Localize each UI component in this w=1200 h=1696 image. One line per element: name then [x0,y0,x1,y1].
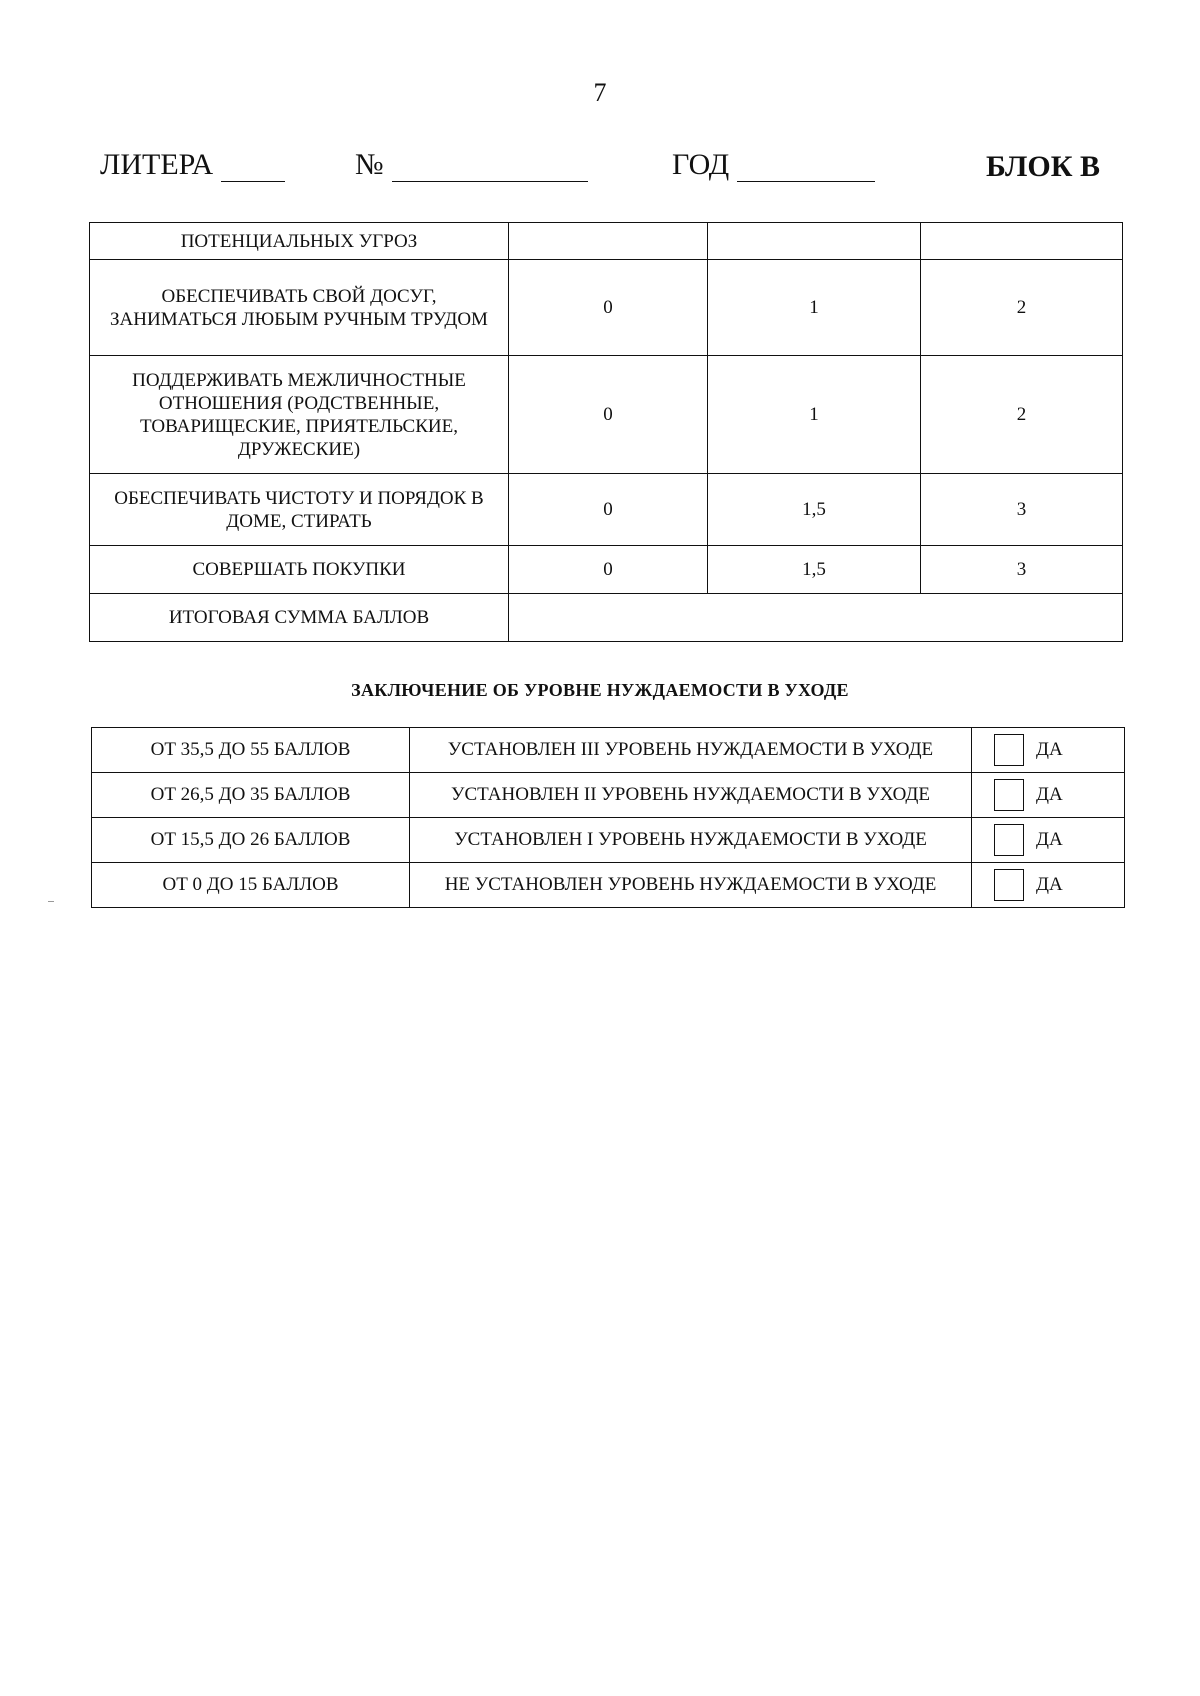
yes-cell [972,818,1125,863]
table-row [90,546,1123,594]
score-range: ОТ 0 ДО 15 БАЛЛОВ [92,863,410,908]
yes-cell [972,863,1125,908]
score-range: ОТ 35,5 ДО 55 БАЛЛОВ [92,728,410,773]
score-2-cell[interactable]: 3 [921,474,1123,546]
conclusion-table [91,727,1125,908]
litera-label: ЛИТЕРА [100,148,214,181]
score-0-cell [509,223,708,260]
total-value-field[interactable] [509,594,1123,642]
score-2-cell [921,223,1123,260]
score-table [89,222,1123,642]
year-group [672,148,875,182]
table-row [92,773,1125,818]
yes-checkbox[interactable] [994,734,1024,766]
table-row [90,356,1123,474]
year-label: ГОД [672,148,730,181]
score-1-cell[interactable]: 1,5 [708,474,921,546]
activity-label: СОВЕРШАТЬ ПОКУПКИ [90,546,509,594]
table-row [90,474,1123,546]
yes-checkbox[interactable] [994,824,1024,856]
litera-group [100,148,285,182]
score-2-cell[interactable]: 3 [921,546,1123,594]
year-field[interactable] [737,151,875,182]
yes-label: ДА [1036,739,1063,760]
score-range: ОТ 15,5 ДО 26 БАЛЛОВ [92,818,410,863]
yes-checkbox[interactable] [994,779,1024,811]
score-1-cell[interactable]: 1 [708,260,921,356]
care-level-result: УСТАНОВЛЕН III УРОВЕНЬ НУЖДАЕМОСТИ В УХОДЕ [410,728,972,773]
yes-label: ДА [1036,874,1063,895]
yes-label: ДА [1036,829,1063,850]
number-field[interactable] [392,151,588,182]
score-0-cell[interactable]: 0 [509,356,708,474]
score-0-cell[interactable]: 0 [509,474,708,546]
table-row [92,728,1125,773]
table-row [90,223,1123,260]
activity-label: ПОДДЕРЖИВАТЬ МЕЖЛИЧНОСТНЫЕ ОТНОШЕНИЯ (РОДСТВЕННЫЕ, ТОВАРИЩЕСКИЕ, ПРИЯТЕЛЬСКИЕ, ДРУЖЕСКИЕ) [90,356,509,474]
yes-cell [972,728,1125,773]
yes-label: ДА [1036,784,1063,805]
total-label: ИТОГОВАЯ СУММА БАЛЛОВ [90,594,509,642]
score-2-cell[interactable]: 2 [921,260,1123,356]
score-range: ОТ 26,5 ДО 35 БАЛЛОВ [92,773,410,818]
score-0-cell[interactable]: 0 [509,546,708,594]
table-row [92,818,1125,863]
care-level-result: НЕ УСТАНОВЛЕН УРОВЕНЬ НУЖДАЕМОСТИ В УХОДЕ [410,863,972,908]
page-number: 7 [593,78,607,107]
care-level-result: УСТАНОВЛЕН II УРОВЕНЬ НУЖДАЕМОСТИ В УХОДЕ [410,773,972,818]
yes-cell [972,773,1125,818]
yes-checkbox[interactable] [994,869,1024,901]
total-row [90,594,1123,642]
score-1-cell [708,223,921,260]
litera-field[interactable] [221,151,285,182]
score-1-cell[interactable]: 1,5 [708,546,921,594]
activity-label: ОБЕСПЕЧИВАТЬ СВОЙ ДОСУГ, ЗАНИМАТЬСЯ ЛЮБЫМ РУЧНЫМ ТРУДОМ [90,260,509,356]
score-0-cell[interactable]: 0 [509,260,708,356]
number-group [355,148,588,182]
care-level-result: УСТАНОВЛЕН I УРОВЕНЬ НУЖДАЕМОСТИ В УХОДЕ [410,818,972,863]
block-label: БЛОК В [985,150,1100,183]
table-row [92,863,1125,908]
conclusion-title: ЗАКЛЮЧЕНИЕ ОБ УРОВНЕ НУЖДАЕМОСТИ В УХОДЕ [351,680,849,700]
activity-label: ПОТЕНЦИАЛЬНЫХ УГРОЗ [90,223,509,260]
margin-mark [48,901,54,902]
form-header [0,148,1200,196]
score-1-cell[interactable]: 1 [708,356,921,474]
score-2-cell[interactable]: 2 [921,356,1123,474]
table-row [90,260,1123,356]
activity-label: ОБЕСПЕЧИВАТЬ ЧИСТОТУ И ПОРЯДОК В ДОМЕ, СТИРАТЬ [90,474,509,546]
number-label: № [355,148,384,181]
